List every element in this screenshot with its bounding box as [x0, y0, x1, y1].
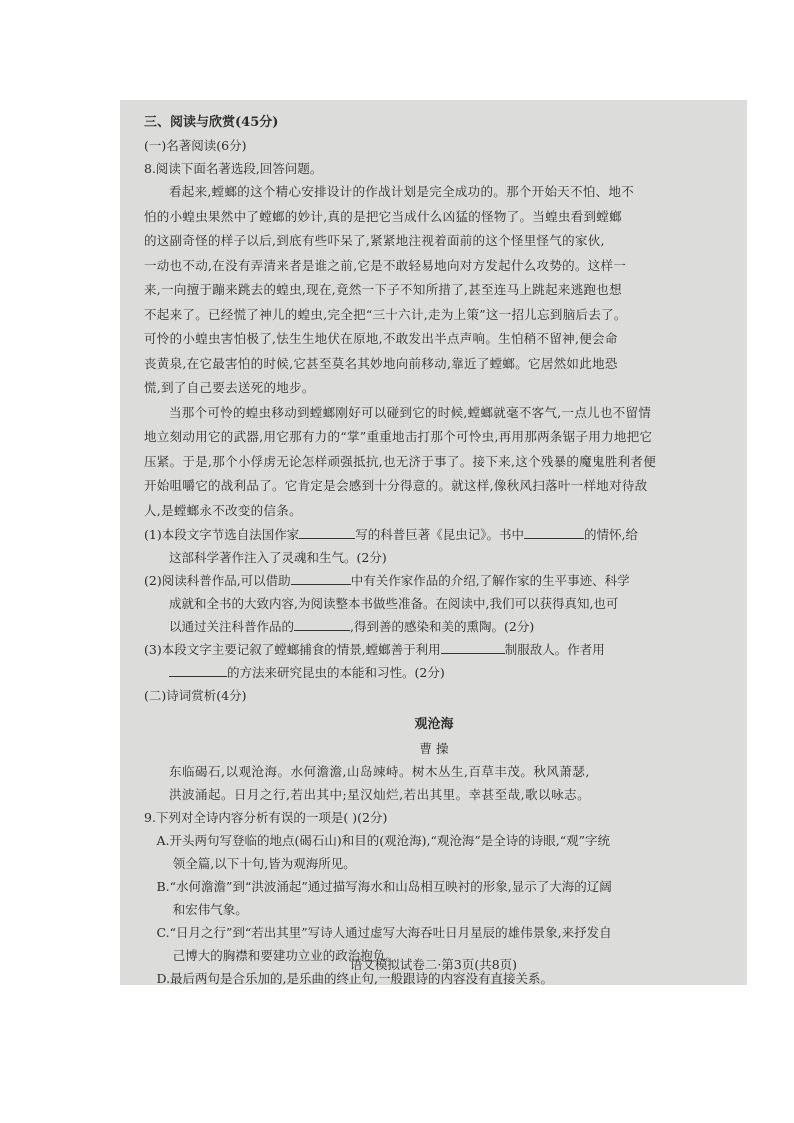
q8-3-text-a: (3)本段文字主要记叙了螳螂捕食的情景,螳螂善于利用	[144, 642, 441, 657]
passage-line: 可怜的小蝗虫害怕极了,怯生生地伏在原地,不敢发出半点声响。生怕稍不留神,便会命	[144, 331, 618, 346]
passage-line: 当那个可怜的蝗虫移动到螳螂刚好可以碰到它的时候,螳螂就毫不客气,一点儿也不留情	[169, 404, 652, 420]
answer-blank[interactable]	[524, 525, 584, 539]
passage-paragraph-2	[144, 401, 724, 524]
question-8-3-cont	[144, 661, 724, 684]
answer-blank[interactable]	[299, 525, 355, 539]
passage-line: 看起来,螳螂的这个精心安排设计的作战计划是完全成功的。那个开始天不怕、地不	[169, 184, 635, 199]
poem-title: 观沧海	[414, 717, 454, 732]
q8-1-text-c: 的情怀,给	[583, 527, 638, 542]
option-c-cont: 己博大的胸襟和要建功立业的政治抱负。	[172, 948, 398, 963]
q8-3-text-c: 的方法来研究昆虫的本能和习性。(2分)	[227, 665, 445, 680]
poem-author: 曹 操	[419, 741, 449, 756]
question-8-3	[144, 638, 724, 661]
passage-line: 压紧。于是,那个小俘虏无论怎样顽强抵抗,也无济于事了。接下来,这个残暴的魔鬼胜利者便	[144, 453, 657, 469]
option-b[interactable]: B.“水何澹澹”到“洪波涌起”通过描写海水和山岛相互映衬的形象,显示了大海的辽阔	[156, 879, 612, 894]
q8-1-text-d: 这部科学著作注入了灵魂和生气。(2分)	[169, 550, 387, 565]
question-9-stem: 9.下列对全诗内容分析有误的一项是( )(2分)	[144, 810, 388, 825]
q8-1-text-b: 写的科普巨著《昆虫记》。书中	[355, 527, 524, 542]
passage-paragraph-1	[144, 180, 724, 401]
passage-line: 来,一向擅于蹦来跳去的蝗虫,现在,竟然一下子不知所措了,甚至连马上跳起来逃跑也想	[144, 282, 622, 297]
passage-line: 地立刻动用它的武器,用它那有力的“掌”重重地击打那个可怜虫,再用那两条锯子用力地把它	[144, 429, 653, 444]
option-d[interactable]: D.最后两句是合乐加的,是乐曲的终止句,一般跟诗的内容没有直接关系。	[156, 971, 553, 985]
passage-line: 人,是螳螂永不改变的信条。	[144, 502, 302, 518]
poem-line: 东临碣石,以观沧海。水何澹澹,山岛竦峙。树木丛生,百草丰茂。秋风萧瑟,	[169, 764, 590, 779]
poem-line: 洪波涌起。日月之行,若出其中;星汉灿烂,若出其里。幸甚至哉,歌以咏志。	[169, 787, 591, 802]
subsection-title-poetry: (二)诗词赏析(4分)	[144, 688, 247, 703]
passage-line: 怕的小蝗虫果然中了螳螂的妙计,真的是把它当成什么凶猛的怪物了。当蝗虫看到螳螂	[144, 208, 622, 224]
q8-2-text-c: 成就和全书的大致内容,为阅读整本书做些准备。在阅读中,我们可以获得真知,也可	[169, 596, 619, 611]
question-8-stem: 8.阅读下面名著选段,回答问题。	[144, 161, 323, 176]
passage-line: 一动也不动,在没有弄清来者是谁之前,它是不敢轻易地向对方发起什么攻势的。这样一	[144, 257, 627, 273]
answer-blank[interactable]	[291, 571, 351, 585]
q8-2-text-d: 以通过关注科普作品的	[169, 619, 295, 634]
passage-line: 不起来了。已经慌了神儿的蝗虫,完全把“三十六计,走为上策”这一招儿忘到脑后去了。	[144, 306, 627, 322]
q8-2-text-a: (2)阅读科普作品,可以借助	[144, 573, 291, 588]
question-8-2-cont	[144, 615, 724, 638]
answer-blank[interactable]	[169, 663, 227, 677]
question-8-2	[144, 569, 724, 592]
q8-3-text-b: 制服敌人。作者用	[504, 642, 605, 657]
section-title: 三、阅读与欣赏(45分)	[144, 115, 279, 130]
exam-page	[120, 100, 747, 985]
page-content	[144, 112, 724, 985]
q8-1-text-a: (1)本段文字节选自法国作家	[144, 527, 300, 542]
question-8-1	[144, 523, 724, 546]
option-a[interactable]: A.开头两句写登临的地点(碣石山)和目的(观沧海),“观沧海”是全诗的诗眼,“观”字统	[156, 833, 611, 848]
answer-blank[interactable]	[294, 617, 350, 631]
passage-line: 丧黄泉,在它最害怕的时候,它甚至莫名其妙地向前移动,靠近了螳螂。它居然如此地恐	[144, 355, 618, 371]
q8-2-text-b: 中有关作家作品的介绍,了解作家的生平事迹、科学	[350, 573, 630, 588]
answer-blank[interactable]	[441, 640, 505, 654]
passage-line: 的这副奇怪的样子以后,到底有些吓呆了,紧紧地注视着面前的这个怪里怪气的家伙,	[144, 233, 605, 248]
option-a-cont: 领全篇,以下十句,皆为观海所见。	[172, 856, 356, 871]
option-b-cont: 和宏伟气象。	[172, 902, 248, 917]
page-footer: 语文模拟试卷二·第3页(共8页)	[349, 957, 518, 972]
q8-2-text-e: ,得到善的感染和美的熏陶。(2分)	[350, 619, 535, 634]
passage-line: 开始咀嚼它的战利品了。它肯定是会感到十分得意的。就这样,像秋风扫落叶一样地对待敌	[144, 478, 648, 493]
option-c[interactable]: C.“日月之行”到“若出其里”写诗人通过虚写大海吞吐日月星辰的雄伟景象,来抒发自	[156, 925, 612, 940]
subsection-title-reading: (一)名著阅读(6分)	[144, 138, 247, 153]
passage-line: 慌,到了自己要去送死的地步。	[144, 380, 315, 395]
